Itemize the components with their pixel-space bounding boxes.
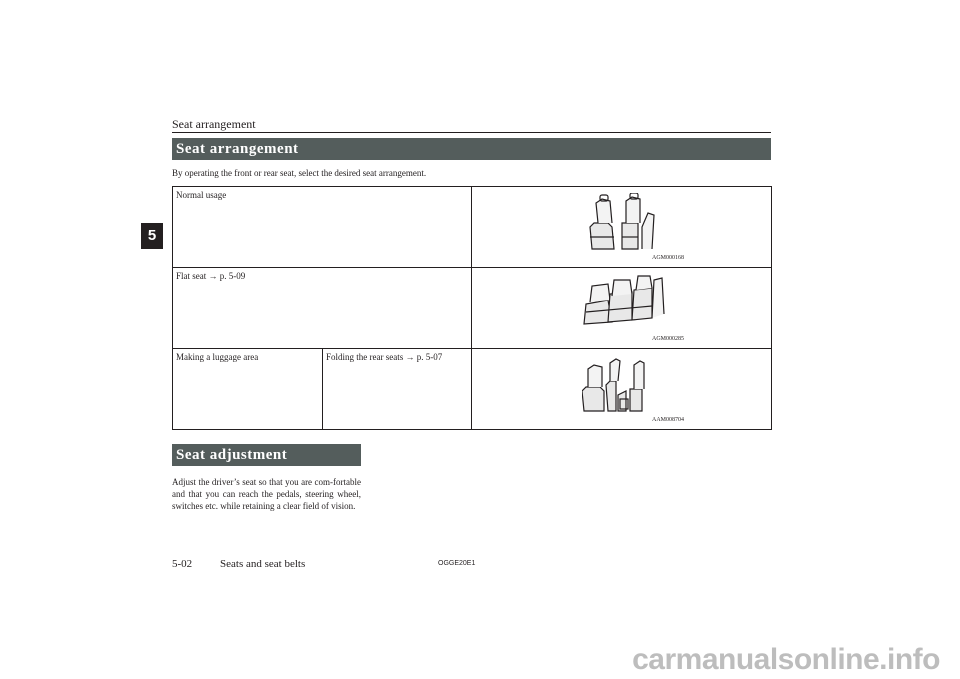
row-label-flat-seat: Flat seat → p. 5-09 xyxy=(173,268,472,349)
luggage-area-illustration xyxy=(582,355,672,413)
document-code: OGGE20E1 xyxy=(438,560,476,567)
image-code: AGM000285 xyxy=(652,336,685,342)
site-watermark: carmanualsonline.info xyxy=(632,643,940,676)
adjustment-body-text: Adjust the driver’s seat so that you are com-fortable and that you can reach the pedals, steering wheel, switches etc. while retaining a clear field of vision. xyxy=(172,477,361,511)
row-sublabel-fold-rear-seats: Folding the rear seats → p. 5-07 xyxy=(323,349,472,430)
image-code: AAM008704 xyxy=(652,417,685,423)
normal-seats-illustration xyxy=(582,193,672,251)
image-code: AGM000168 xyxy=(652,255,685,261)
seat-image-cell xyxy=(472,268,772,349)
intro-text: By operating the front or rear seat, select the desired seat arrangement. xyxy=(172,168,427,178)
arrangement-table xyxy=(172,186,772,430)
section-title-seat-arrangement: Seat arrangement xyxy=(172,138,771,160)
seat-image-cell xyxy=(472,349,772,430)
header-rule xyxy=(172,132,771,133)
flat-seat-illustration xyxy=(582,274,678,330)
row-label-normal-usage: Normal usage xyxy=(173,187,472,268)
table-row xyxy=(173,268,772,349)
footer-chapter-title: Seats and seat belts xyxy=(220,558,306,570)
table-row xyxy=(173,187,772,268)
seat-image-cell xyxy=(472,187,772,268)
page-number: 5-02 xyxy=(172,558,193,570)
chapter-tab: 5 xyxy=(141,223,163,249)
section-title-seat-adjustment: Seat adjustment xyxy=(172,444,361,466)
running-title: Seat arrangement xyxy=(172,117,256,131)
row-label-luggage-area: Making a luggage area xyxy=(173,349,323,430)
table-row xyxy=(173,349,772,430)
